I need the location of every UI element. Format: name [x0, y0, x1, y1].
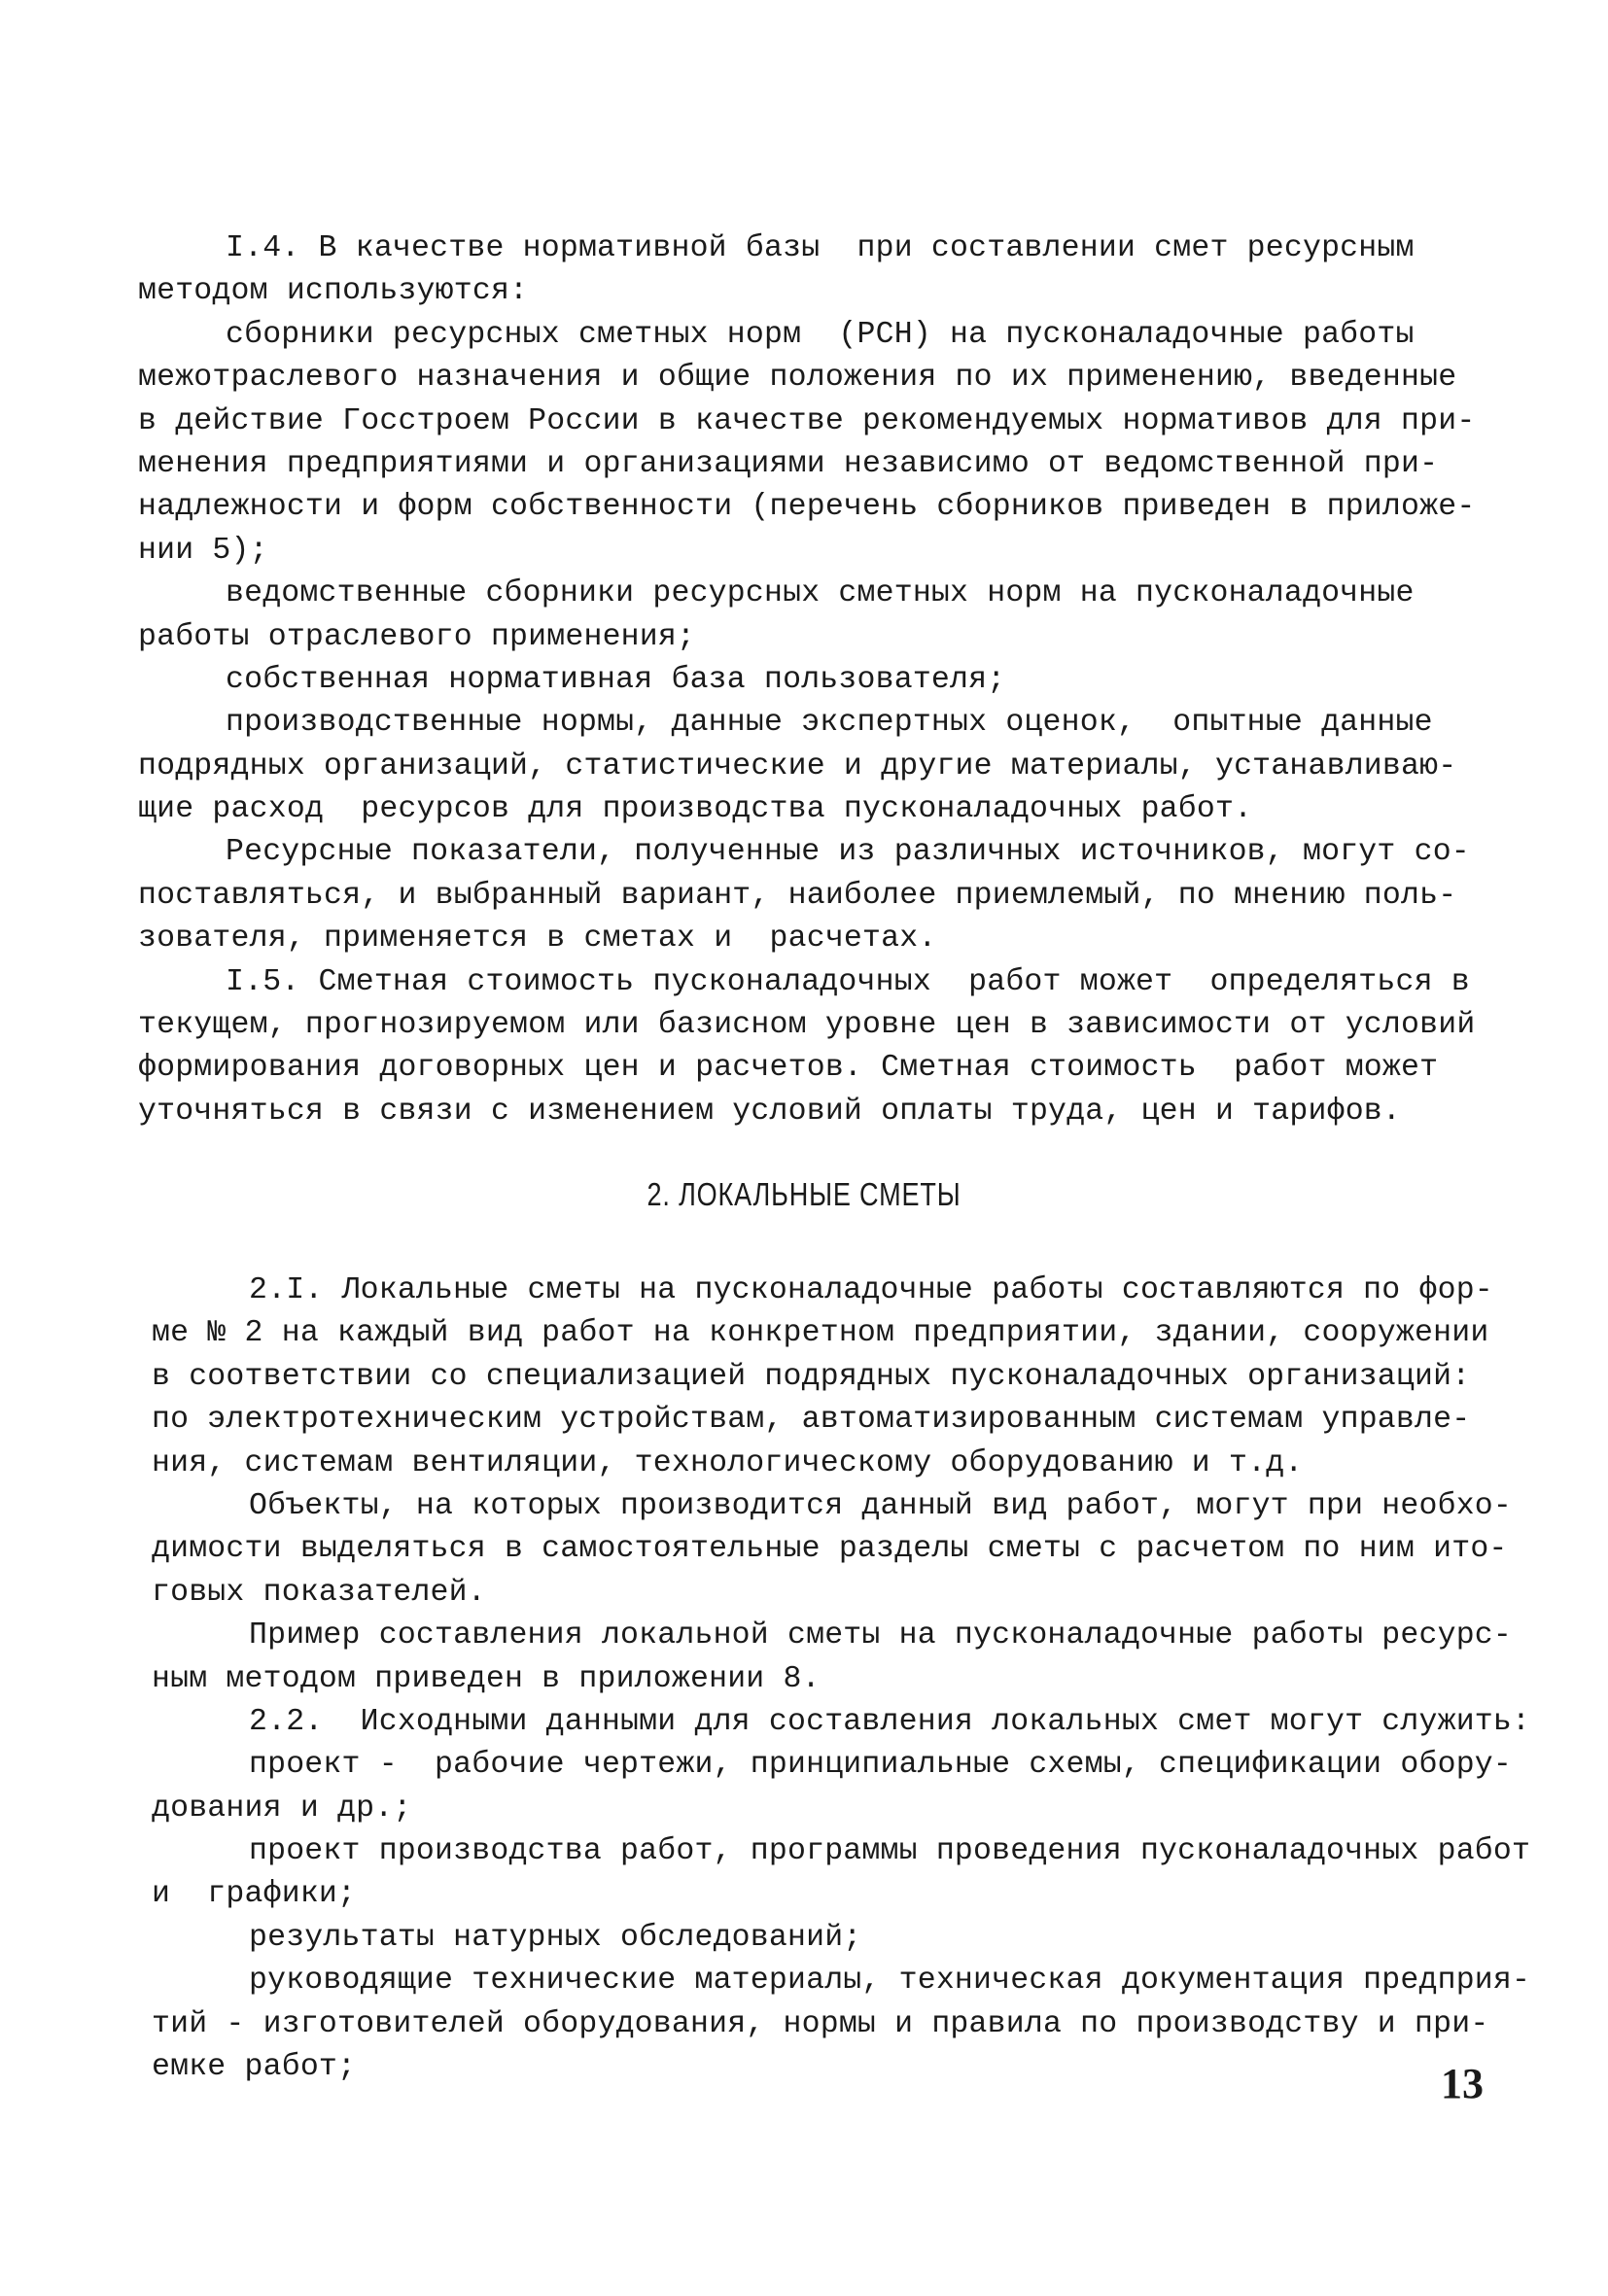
- text-line: димости выделяться в самостоятельные разделы сметы с расчетом по ним ито-: [152, 1532, 1508, 1567]
- text-line: проект производства работ, программы проведения пусконаладочных работ: [249, 1834, 1531, 1869]
- text-line: ным методом приведен в приложении 8.: [152, 1661, 821, 1696]
- text-line: и графики;: [152, 1877, 357, 1912]
- text-line: межотраслевого назначения и общие положения по их применению, введенные: [138, 361, 1457, 396]
- text-line: надлежности и форм собственности (перечень сборников приведен в приложе-: [138, 490, 1476, 525]
- text-line: 2.2. Исходными данными для составления локальных смет могут служить:: [249, 1704, 1531, 1739]
- text-line: емке работ;: [152, 2050, 357, 2085]
- text-line: работы отраслевого применения;: [138, 619, 696, 654]
- text-line: I.5. Сметная стоимость пусконаладочных работ может определяться в: [226, 964, 1470, 999]
- text-line: текущем, прогнозируемом или базисном уровне цен в зависимости от условий: [138, 1008, 1476, 1043]
- section-2: [152, 1270, 1530, 2089]
- text-line: по электротехническим устройствам, автоматизированным системам управле-: [152, 1403, 1471, 1438]
- text-line: поставляться, и выбранный вариант, наиболее приемлемый, по мнению поль-: [138, 878, 1457, 913]
- text-line: зователя, применяется в сметах и расчетах.: [138, 922, 937, 957]
- text-line: Пример составления локальной сметы на пусконаладочные работы ресурс-: [249, 1618, 1513, 1653]
- text-line: дования и др.;: [152, 1791, 412, 1826]
- text-line: производственные нормы, данные экспертных оценок, опытные данные: [226, 706, 1433, 741]
- section-heading: 2. ЛОКАЛЬНЫЕ СМЕТЫ: [647, 1176, 961, 1212]
- text-line: результаты натурных обследований;: [249, 1920, 862, 1955]
- text-line: менения предприятиями и организациями независимо от ведомственной при-: [138, 446, 1439, 481]
- text-line: Объекты, на которых производится данный вид работ, могут при необхо-: [249, 1488, 1513, 1523]
- text-line: формирования договорных цен и расчетов. Сметная стоимость работ может: [138, 1051, 1439, 1086]
- text-line: ния, системам вентиляции, технологическому оборудованию и т.д.: [152, 1445, 1304, 1480]
- text-line: тий - изготовителей оборудования, нормы и правила по производству и при-: [152, 2006, 1489, 2041]
- text-line: подрядных организаций, статистические и другие материалы, устанавливаю-: [138, 748, 1457, 783]
- text-line: ведомственные сборники ресурсных сметных норм на пусконаладочные: [226, 576, 1415, 611]
- page-number: 13: [1441, 2060, 1484, 2107]
- text-line: уточняться в связи с изменением условий оплаты труда, цен и тарифов.: [138, 1094, 1402, 1129]
- text-line: I.4. В качестве нормативной базы при составлении смет ресурсным: [226, 231, 1415, 265]
- section-1-4-1-5: [138, 227, 1475, 1133]
- text-line: в соответствии со специализацией подрядных пусконаладочных организаций:: [152, 1359, 1471, 1394]
- text-line: сборники ресурсных сметных норм (РСН) на пусконаладочные работы: [226, 317, 1415, 352]
- text-line: щие расход ресурсов для производства пусконаладочных работ.: [138, 792, 1253, 827]
- text-line: в действие Госстроем России в качестве рекомендуемых нормативов для при-: [138, 403, 1476, 438]
- text-line: говых показателей.: [152, 1575, 486, 1610]
- text-line: 2.I. Локальные сметы на пусконаладочные работы составляются по фор-: [249, 1273, 1493, 1307]
- text-line: Ресурсные показатели, полученные из различных источников, могут со-: [226, 835, 1470, 870]
- text-line: руководящие технические материалы, техническая документация предприя-: [249, 1964, 1531, 1999]
- text-line: нии 5);: [138, 533, 268, 568]
- text-line: методом используются:: [138, 274, 529, 309]
- text-line: ме № 2 на каждый вид работ на конкретном предприятии, здании, сооружении: [152, 1316, 1489, 1351]
- text-line: собственная нормативная база пользователя;: [226, 662, 1006, 697]
- text-line: проект - рабочие чертежи, принципиальные схемы, спецификации обору-: [249, 1748, 1513, 1783]
